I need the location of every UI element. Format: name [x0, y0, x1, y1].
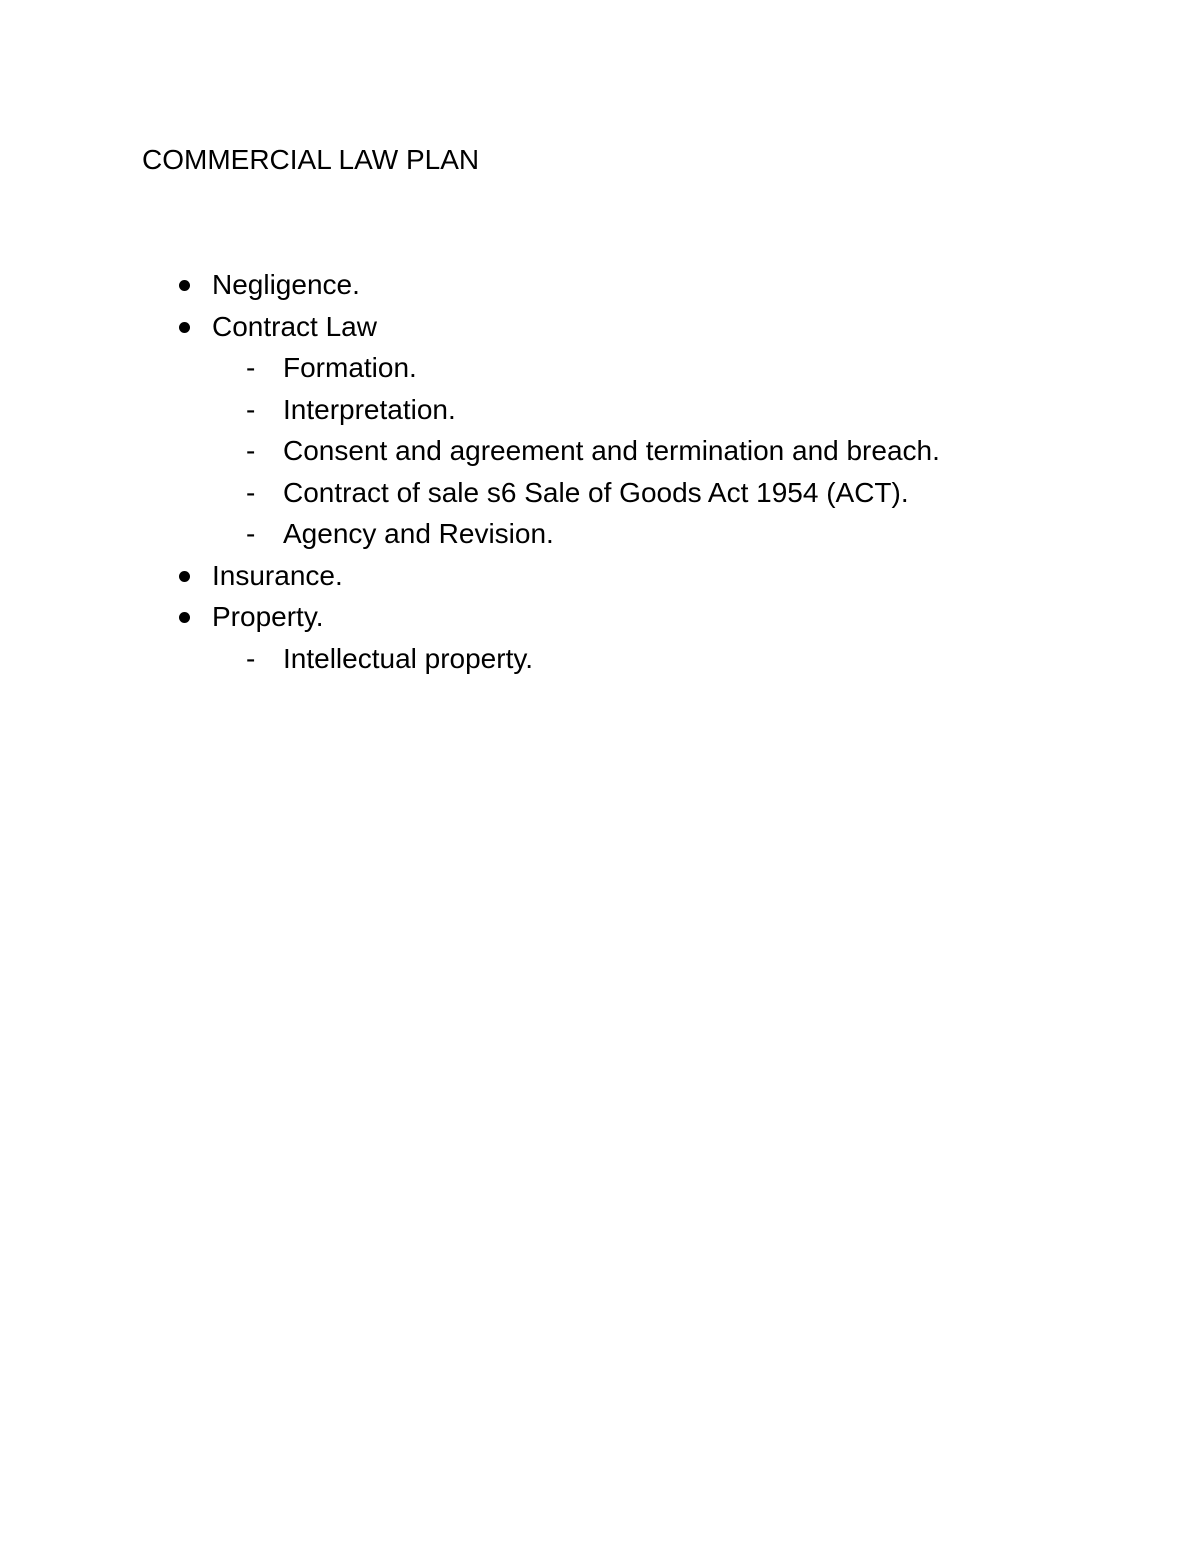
- outline-item-text: Contract Law: [212, 310, 377, 342]
- dash-marker: -: [246, 352, 256, 383]
- outline-subitem: [0, 513, 1100, 555]
- dash-marker: -: [246, 476, 256, 508]
- outline-item: [0, 306, 1100, 348]
- outline-subitem-text: Formation.: [283, 352, 417, 383]
- bullet-icon: [179, 322, 190, 333]
- outline-subitem-text: Consent and agreement and termination and breach.: [283, 435, 940, 466]
- outline-list: [0, 264, 1100, 679]
- outline-item-text: Negligence.: [212, 269, 360, 300]
- outline-item-text: Insurance.: [212, 559, 343, 591]
- bullet-icon: [179, 280, 190, 291]
- outline-item: [0, 555, 1100, 597]
- dash-marker: -: [246, 518, 256, 549]
- bullet-icon: [179, 612, 190, 623]
- outline-subitem-text: Contract of sale s6 Sale of Goods Act 1954 (ACT).: [283, 476, 909, 508]
- outline-subitem-text: Intellectual property.: [283, 642, 534, 674]
- bullet-icon: [179, 571, 190, 582]
- outline-subitem-text: Agency and Revision.: [283, 518, 554, 549]
- outline-subitem: [0, 638, 1100, 680]
- dash-marker: -: [246, 435, 256, 466]
- outline-item: [0, 596, 1100, 638]
- outline-subitem-text: Interpretation.: [283, 393, 456, 425]
- outline-subitem: [0, 430, 1100, 472]
- dash-marker: -: [246, 642, 256, 674]
- outline-subitem: [0, 347, 1100, 389]
- outline-subitem: [0, 472, 1100, 514]
- outline-item-text: Property.: [212, 601, 324, 632]
- dash-marker: -: [246, 393, 256, 425]
- outline-item: [0, 264, 1100, 306]
- outline-subitem: [0, 389, 1100, 431]
- document-title: COMMERCIAL LAW PLAN: [142, 144, 480, 175]
